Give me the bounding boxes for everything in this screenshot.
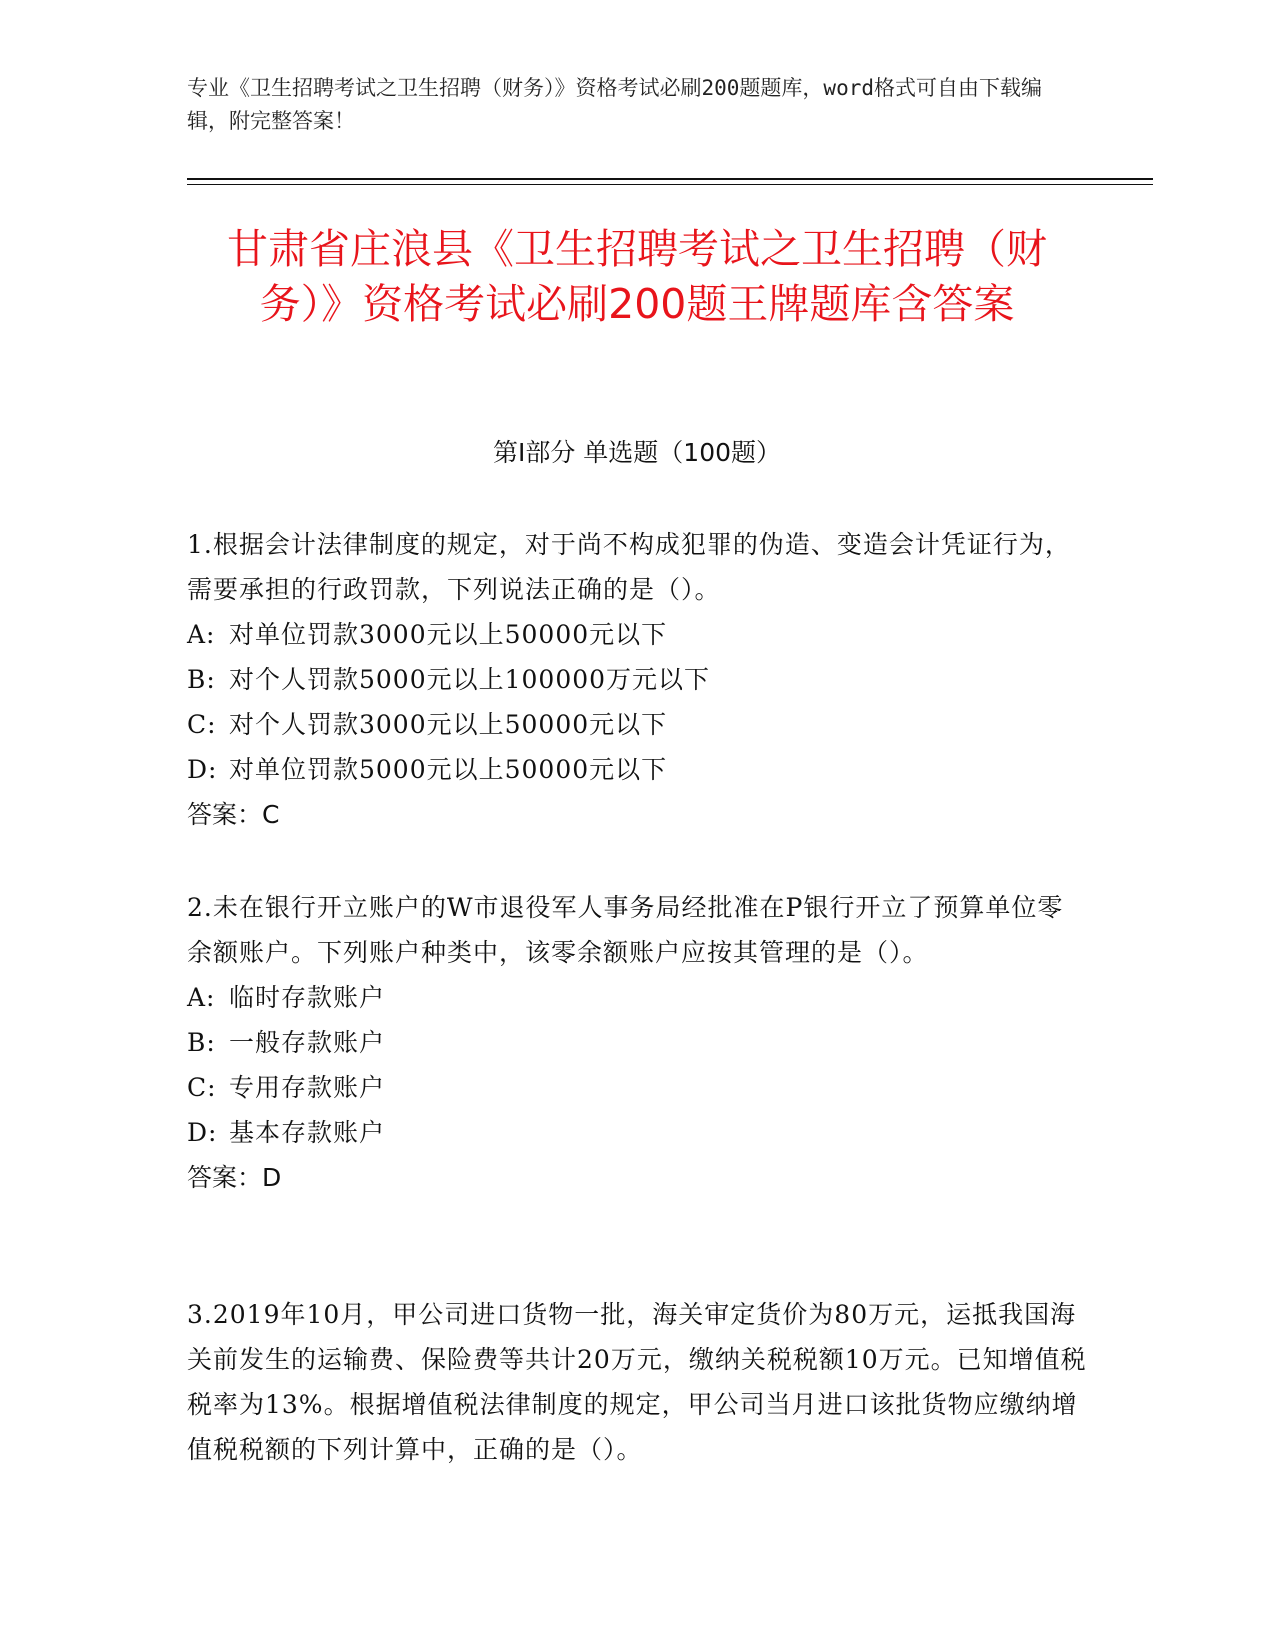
option-text: 一般存款账户 [229, 1028, 386, 1057]
document-title: 甘肃省庄浪县《卫生招聘考试之卫生招聘（财务）》资格考试必刷200题王牌题库含答案 [227, 225, 1047, 328]
option-key: A: [187, 983, 216, 1012]
question-text: 1.根据会计法律制度的规定，对于尚不构成犯罪的伪造、变造会计凭证行为，需要承担的行政罚款，下列说法正确的是（）。 [187, 530, 1071, 604]
option-d [187, 1110, 1087, 1155]
option-key: B: [187, 1028, 216, 1057]
option-b [187, 657, 1087, 702]
question-text: 3.2019年10月，甲公司进口货物一批，海关审定货价为80万元，运抵我国海关前发生的运输费、保险费等共计20万元，缴纳关税税额10万元。已知增值税税率为13%。根据增值税法律制度的规定，甲公司当月进口该批货物应缴纳增值税税额的下列计算中，正确的是（）。 [187, 1300, 1087, 1464]
option-a [187, 612, 1087, 657]
header-note: 专业《卫生招聘考试之卫生招聘（财务）》资格考试必刷200题题库，word格式可自由下载编辑，附完整答案！ [187, 76, 1042, 133]
option-text: 专用存款账户 [229, 1073, 386, 1102]
option-text: 临时存款账户 [229, 983, 386, 1012]
option-key: C: [187, 1073, 217, 1102]
header-divider-thin [187, 184, 1153, 185]
option-c [187, 1065, 1087, 1110]
option-key: D: [187, 755, 218, 784]
option-text: 对单位罚款5000元以上50000元以下 [229, 755, 668, 784]
option-text: 对个人罚款5000元以上100000万元以下 [229, 665, 711, 694]
option-key: B: [187, 665, 216, 694]
answer-line: 答案：C [187, 800, 280, 829]
option-b [187, 1020, 1087, 1065]
question-block [187, 1292, 1087, 1472]
option-d [187, 747, 1087, 792]
option-key: D: [187, 1118, 218, 1147]
option-a [187, 975, 1087, 1020]
option-text: 对单位罚款3000元以上50000元以下 [229, 620, 668, 649]
option-text: 对个人罚款3000元以上50000元以下 [229, 710, 668, 739]
question-block [187, 522, 1087, 837]
section-title: 第Ⅰ部分 单选题（100题） [492, 438, 782, 467]
option-c [187, 702, 1087, 747]
option-key: C: [187, 710, 217, 739]
answer-line: 答案：D [187, 1163, 282, 1192]
header-divider-thick [187, 178, 1153, 180]
question-text: 2.未在银行开立账户的W市退役军人事务局经批准在P银行开立了预算单位零余额账户。下列账户种类中，该零余额账户应按其管理的是（）。 [187, 893, 1064, 967]
question-block [187, 885, 1087, 1200]
option-key: A: [187, 620, 216, 649]
option-text: 基本存款账户 [229, 1118, 386, 1147]
